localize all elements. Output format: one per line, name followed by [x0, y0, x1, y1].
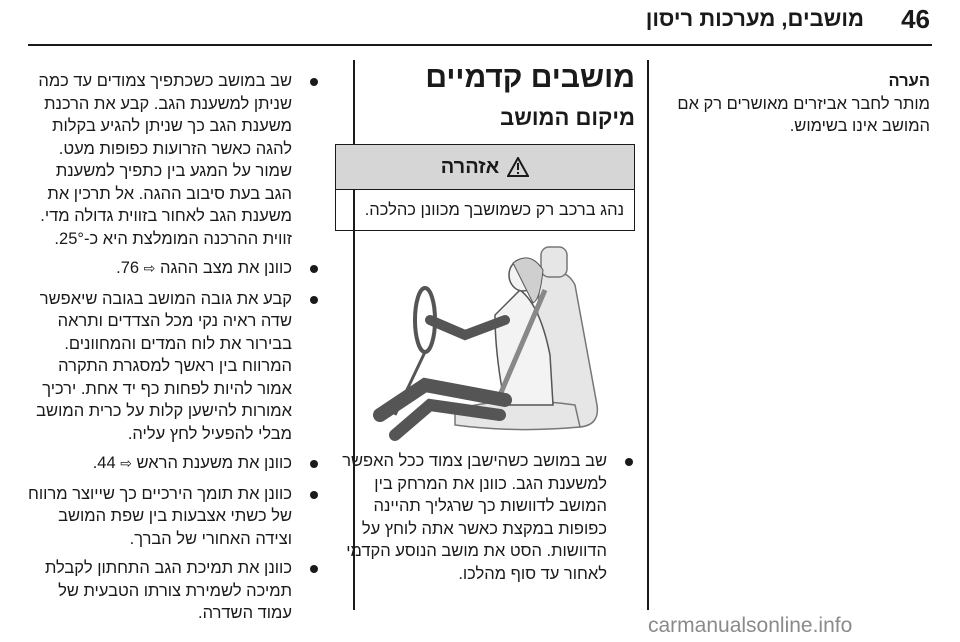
note-text: מותר לחבר אביזרים מאושרים רק אם המושב אינו בשימוש.: [677, 94, 930, 135]
list-item-text: קבע את גובה המושב בגובה שיאפשר שדה ראיה נקי מכל הצדדים ותראה בבירור את לוח המדים והמחוונים. המרווח בין ראשך למסגרת התקרה אמור להיות לפחות כף יד אחת. ירכיך אמורות להישען קלות על כרית המושב מבלי להפעיל לחץ עליה.: [36, 289, 292, 443]
list-item-text: כוונן את משענת הראש: [131, 454, 292, 472]
bullet-icon: [310, 565, 318, 573]
note-block: [652, 70, 930, 138]
header-rule: [28, 44, 932, 46]
list-item-text: שב במושב כשהישבן צמוד ככל האפשר למשענת הגב. כוונן את המרחק בין המושב לדוושות כך שרגליך תהיינה כפופות במקצת כאשר אתה לוחץ על הדוושות. הסט את מושב הנוסע הקדמי לאחור עד סוף מהלכו.: [342, 452, 607, 583]
warning-title: אזהרה: [440, 155, 500, 178]
list-item-text: כוונן את מצב ההגה: [155, 259, 292, 277]
bullet-icon: [310, 296, 318, 304]
running-head: מושבים, מערכות ריסון: [645, 6, 864, 31]
bullet-icon: [310, 460, 318, 468]
list-item-text: שב במושב כשכתפיך צמודים עד כמה שניתן למשענת הגב. קבע את הרכנת משענת הגב כך שניתן להגיע בקלות להגה כאשר הזרועות כפופות מעט. שמור על המגע בין כתפיך למשענת הגב בעת סיבוב ההגה. אל תרכין את משענת הגב לאחור בזווית גדולה מדי. זווית ההרכנה המומלצת היא כ-25°.: [38, 72, 292, 248]
bullet-icon: [310, 491, 318, 499]
warning-box: [335, 144, 635, 231]
column-divider-right: [647, 60, 649, 610]
driver-seat-illustration: [335, 245, 635, 445]
watermark: carmanualsonline.info: [648, 614, 853, 637]
section-front-seats: [335, 60, 635, 585]
bullet-icon: [310, 265, 318, 273]
section-subtitle: מיקום המושב: [500, 105, 635, 130]
page-reference[interactable]: 76.: [116, 259, 140, 277]
list-item-text: כוונן את תמיכת הגב התחתון לקבלת תמיכה לשמירת צורתו הטבעית של עמוד השדרה.: [44, 559, 292, 622]
list-item: [28, 70, 320, 250]
page-number: 46: [901, 4, 930, 34]
page-reference-arrow-icon: ⇨: [120, 456, 132, 472]
adjustment-list: [28, 70, 320, 625]
warning-triangle-icon: [507, 157, 529, 177]
seat-position-list: [335, 450, 635, 585]
section-title: מושבים קדמיים: [425, 61, 635, 94]
warning-header: [336, 145, 634, 190]
list-item: [28, 557, 320, 625]
warning-body: נהג ברכב רק כשמושבך מכוונן כהלכה.: [364, 200, 624, 219]
list-item: [28, 452, 320, 476]
list-item-text: כוונן את תומך הירכיים כך שייוצר מרווח של כשתי אצבעות בין שפת המושב וצידה האחורי של הברך.: [28, 484, 292, 548]
list-item: [28, 257, 320, 281]
bullet-icon: [625, 458, 633, 466]
list-item: [28, 288, 320, 446]
list-item: [335, 450, 635, 585]
note-title: הערה: [888, 72, 930, 90]
page-reference-arrow-icon: ⇨: [143, 261, 156, 277]
page-reference[interactable]: 44.: [92, 454, 116, 472]
bullet-icon: [310, 78, 318, 86]
list-item: [28, 483, 320, 551]
adjustment-list-column: [28, 70, 320, 632]
